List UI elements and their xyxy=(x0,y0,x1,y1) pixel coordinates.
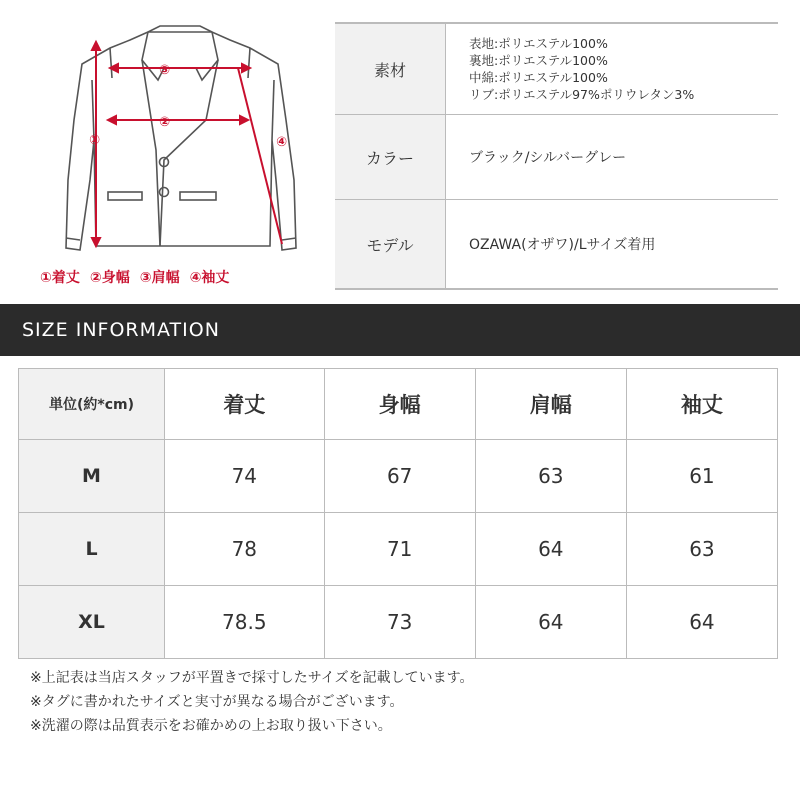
size-label: M xyxy=(19,440,165,513)
table-cell: 78 xyxy=(165,513,325,586)
spec-row-color xyxy=(335,115,778,200)
notes xyxy=(30,666,790,738)
marker-sleeve: ④ xyxy=(276,135,288,150)
header-body-width: 身幅 xyxy=(324,369,475,440)
table-row xyxy=(19,513,778,586)
marker-shoulder: ③ xyxy=(159,63,171,78)
marker-length: ① xyxy=(89,133,101,148)
legend-body-width: ②身幅 xyxy=(89,270,130,286)
model-value: OZAWA(オザワ)/Lサイズ着用 xyxy=(469,237,656,253)
legend-shoulder: ③肩幅 xyxy=(139,270,180,286)
size-label: L xyxy=(19,513,165,586)
material-line: リブ:ポリエステル97%ポリウレタン3% xyxy=(469,87,695,102)
material-line: 表地:ポリエステル100% xyxy=(469,36,608,51)
table-cell: 63 xyxy=(626,513,777,586)
note-line: ※上記表は当店スタッフが平置きで採寸したサイズを記載しています。 xyxy=(30,670,474,686)
header-shoulder: 肩幅 xyxy=(475,369,626,440)
jacket-outline xyxy=(66,26,296,250)
table-cell: 63 xyxy=(475,440,626,513)
table-cell: 64 xyxy=(626,586,777,659)
legend-sleeve: ④袖丈 xyxy=(189,270,230,286)
jacket-illustration xyxy=(30,20,320,270)
table-row xyxy=(19,586,778,659)
table-cell: 61 xyxy=(626,440,777,513)
spec-row-model xyxy=(335,200,778,288)
size-label: XL xyxy=(19,586,165,659)
material-line: 裏地:ポリエステル100% xyxy=(469,53,608,68)
model-label: モデル xyxy=(335,200,446,288)
spec-row-material xyxy=(335,24,778,115)
table-cell: 74 xyxy=(165,440,325,513)
garment-diagram xyxy=(30,20,320,295)
table-cell: 78.5 xyxy=(165,586,325,659)
spec-table xyxy=(335,22,778,290)
table-cell: 64 xyxy=(475,586,626,659)
size-table xyxy=(18,368,778,659)
material-line: 中綿:ポリエステル100% xyxy=(469,70,608,85)
header-sleeve: 袖丈 xyxy=(626,369,777,440)
measurement-legend xyxy=(40,267,310,287)
size-table-header xyxy=(19,369,778,440)
material-label: 素材 xyxy=(335,24,446,114)
size-info-heading: SIZE INFORMATION xyxy=(0,304,800,356)
table-cell: 71 xyxy=(324,513,475,586)
marker-body-width: ② xyxy=(159,115,171,130)
material-value xyxy=(446,24,778,114)
table-row xyxy=(19,440,778,513)
header-unit: 単位(約*cm) xyxy=(19,369,165,440)
color-value: ブラック/シルバーグレー xyxy=(469,150,627,166)
measurement-lines xyxy=(92,42,282,246)
table-cell: 64 xyxy=(475,513,626,586)
note-line: ※洗濯の際は品質表示をお確かめの上お取り扱い下さい。 xyxy=(30,718,392,734)
note-line: ※タグに書かれたサイズと実寸が異なる場合がございます。 xyxy=(30,694,404,710)
color-label: カラー xyxy=(335,115,446,199)
header-length: 着丈 xyxy=(165,369,325,440)
table-cell: 73 xyxy=(324,586,475,659)
table-cell: 67 xyxy=(324,440,475,513)
legend-length: ①着丈 xyxy=(40,270,80,286)
